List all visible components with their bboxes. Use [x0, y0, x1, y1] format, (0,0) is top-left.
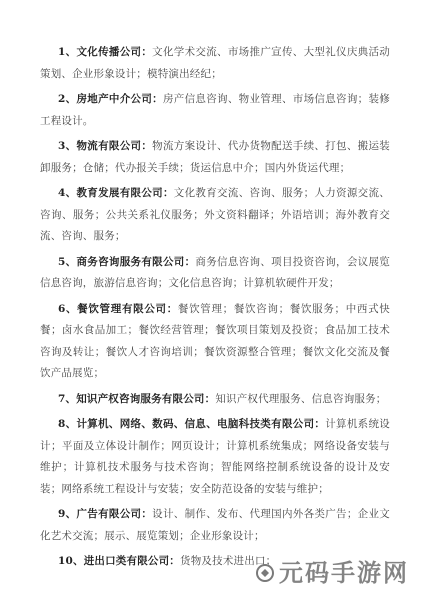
document-body: [40, 42, 390, 577]
business-scope-text: 文化学术交流、市场推广宣传、大型礼仪庆典活动策划、企业形象设计；模特演出经纪；: [40, 46, 390, 80]
business-scope-text: 设计、制作、发布、代理国内外各类广告；企业文化艺术交流；展示、展览策划；企业形象设计；: [40, 508, 390, 542]
list-item: [40, 89, 390, 132]
company-type-label: 4、教育发展有限公司：: [58, 187, 174, 199]
business-scope-text: 商务信息咨询、项目投资咨询，会议展览信息咨询，旅游信息咨询；文化信息咨询；计算机软硬件开发；: [40, 255, 390, 289]
company-type-label: 9、广告有限公司：: [58, 508, 153, 520]
business-scope-text: 物流方案设计、代办货物配送手续、打包、搬运装卸服务；仓储；代办报关手续；货运信息中介；国内外货运代理；: [40, 140, 390, 174]
company-type-label: 10、进出口类有限公司：: [58, 555, 181, 567]
list-item: [40, 504, 390, 547]
list-item: [40, 414, 390, 500]
company-type-label: 8、计算机、网络、数码、信息、电脑科技类有限公司：: [58, 418, 326, 430]
list-item: [40, 389, 390, 411]
business-scope-text: 货物及技术进出口；: [180, 555, 277, 567]
list-item: [40, 299, 390, 385]
company-type-label: 6、餐饮管理有限公司：: [58, 302, 178, 315]
list-item: [40, 252, 390, 295]
business-scope-text: 知识产权代理服务、信息咨询服务；: [215, 392, 387, 405]
watermark-text: 元码手游网: [279, 559, 409, 587]
company-type-label: 1、文化传播公司：: [58, 46, 153, 58]
business-scope-text: 房产信息咨询、物业管理、市场信息咨询；装修工程设计。: [40, 93, 390, 127]
business-scope-text: 文化教育交流、咨询、服务；人力资源交流、咨询、服务；公共关系礼仪服务；外文资料翻译；外语培训；海外教育交流、咨询、服务；: [40, 187, 391, 242]
list-item: [40, 136, 390, 179]
business-scope-text: 计算机系统设计；平面及立体设计制作；网页设计；计算机系统集成；网络设备安装与维护；计算机技术服务与技术咨询；智能网络控制系统设备的设计及安装；网络系统工程设计与安装；安全防范设备的安装与维护；: [40, 418, 390, 495]
company-type-label: 7、知识产权咨询服务有限公司：: [58, 392, 216, 405]
watermark-logo-icon: [255, 563, 275, 583]
company-type-label: 5、商务咨询服务有限公司：: [58, 255, 196, 268]
site-watermark: [255, 556, 409, 590]
list-item: [40, 183, 390, 248]
list-item: [40, 42, 390, 85]
company-type-label: 2、房地产中介公司：: [58, 93, 163, 105]
company-type-label: 3、物流有限公司：: [58, 140, 153, 152]
business-scope-text: 餐饮管理；餐饮咨询；餐饮服务；中西式快餐；卤水食品加工；餐饮经营管理；餐饮项目策划及投资；食品加工技术咨询及转让；餐饮人才咨询培训；餐饮资源整合管理；餐饮文化交流及餐饮产品展览；: [40, 302, 390, 379]
